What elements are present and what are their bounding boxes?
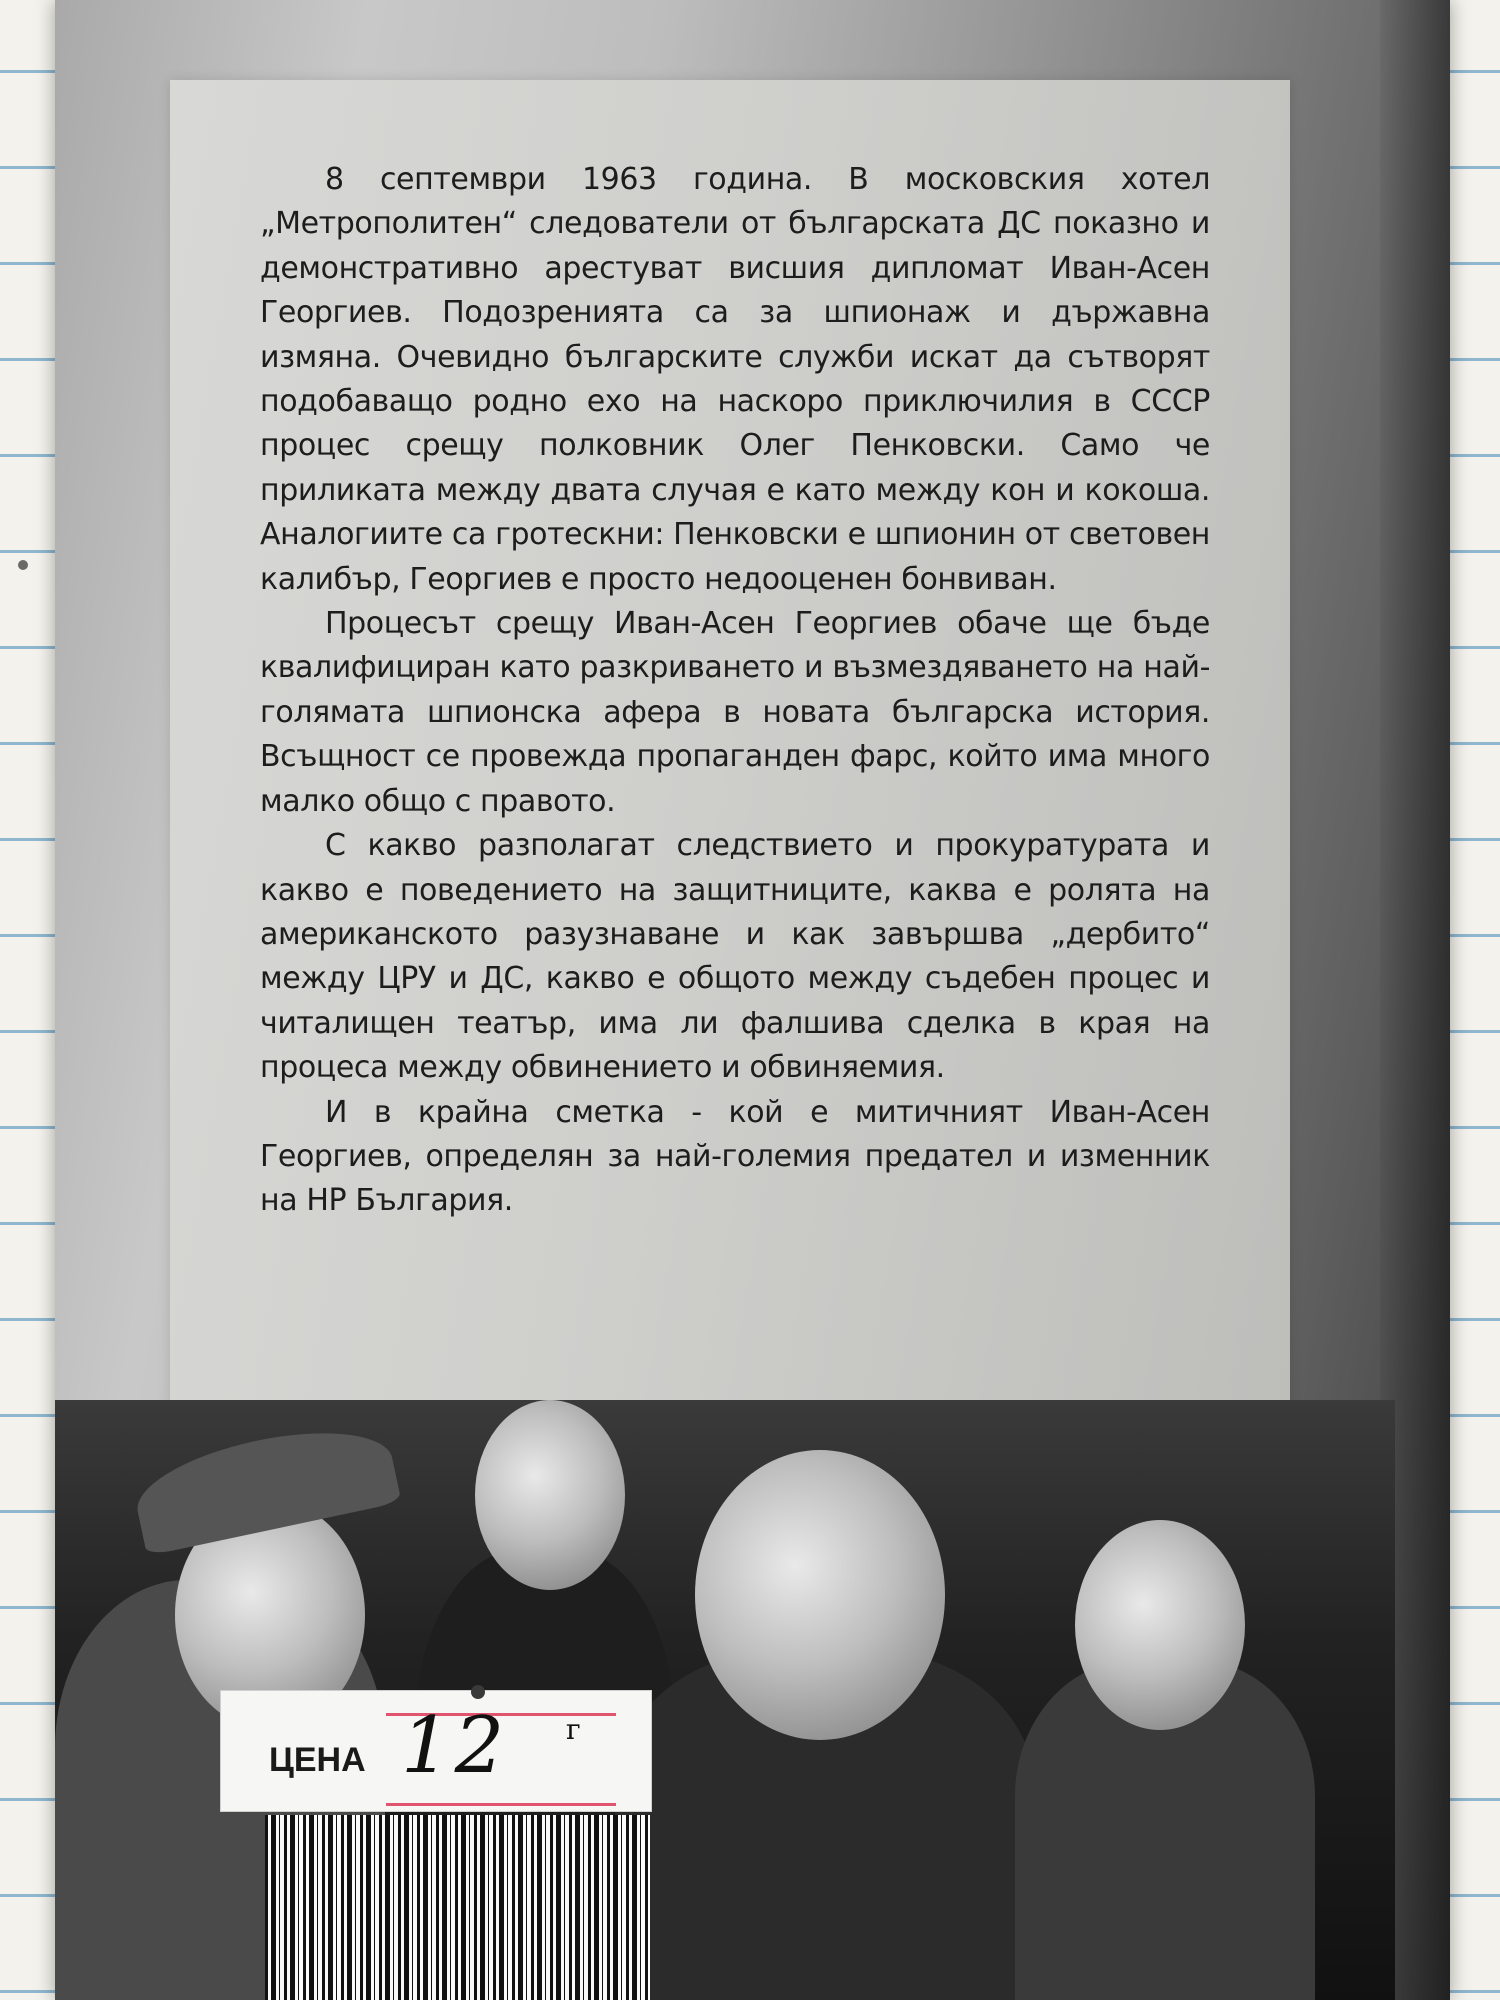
blurb-paragraph: Процесът срещу Иван-Асен Георгиев обаче ще бъде квалифициран като разкриването и възмездяването на най-голямата шпионска афера в новата българска история. Всъщност се провежда пропаганден фарс, който има много малко общо с правото. [260, 606, 1210, 819]
blurb-paragraph: С какво разполагат следствието и прокуратурата и какво е поведението на защитниците, каква е ролята на американското разузнаване и как завършва „дербито“ между ЦРУ и ДС, какво е общото между съдебен процес и читалищен театър, има ли фалшива сделка в края на процеса между обвинението и обвиняемия. [260, 828, 1210, 1086]
blurb-paragraph: И в крайна сметка - кой е митичният Иван-Асен Георгиев, определян за най-големия предател и изменник на НР България. [260, 1094, 1210, 1219]
price-label: ЦЕНА [269, 1741, 366, 1779]
barcode [265, 1815, 650, 2000]
sticker-notch [471, 1685, 485, 1699]
figure-head [695, 1450, 945, 1740]
sticker-line-bottom [386, 1803, 616, 1806]
blurb-text [260, 158, 1210, 1224]
price-value: 12 [401, 1701, 509, 1791]
price-sticker [220, 1690, 652, 1812]
figure-head [475, 1400, 625, 1590]
price-suffix: г [566, 1713, 581, 1746]
blurb-paragraph: 8 септември 1963 година. В московския хотел „Метрополитен“ следователи от българската ДС показно и демонстративно арестуват висшия дипломат Иван-Асен Георгиев. Подозренията са за шпионаж и държавна измяна. Очевидно българските служби искат да сътворят подобаващо родно ехо на наскоро приключилия в СССР процес срещу полковник Олег Пенковски. Само че приликата между двата случая е като между кон и кокоша. Аналогиите са гротескни: Пенковски е шпионин от световен калибър, Георгиев е просто недооценен бонвиван. [260, 162, 1210, 597]
paper-hole [18, 560, 28, 570]
figure-head [1075, 1520, 1245, 1730]
